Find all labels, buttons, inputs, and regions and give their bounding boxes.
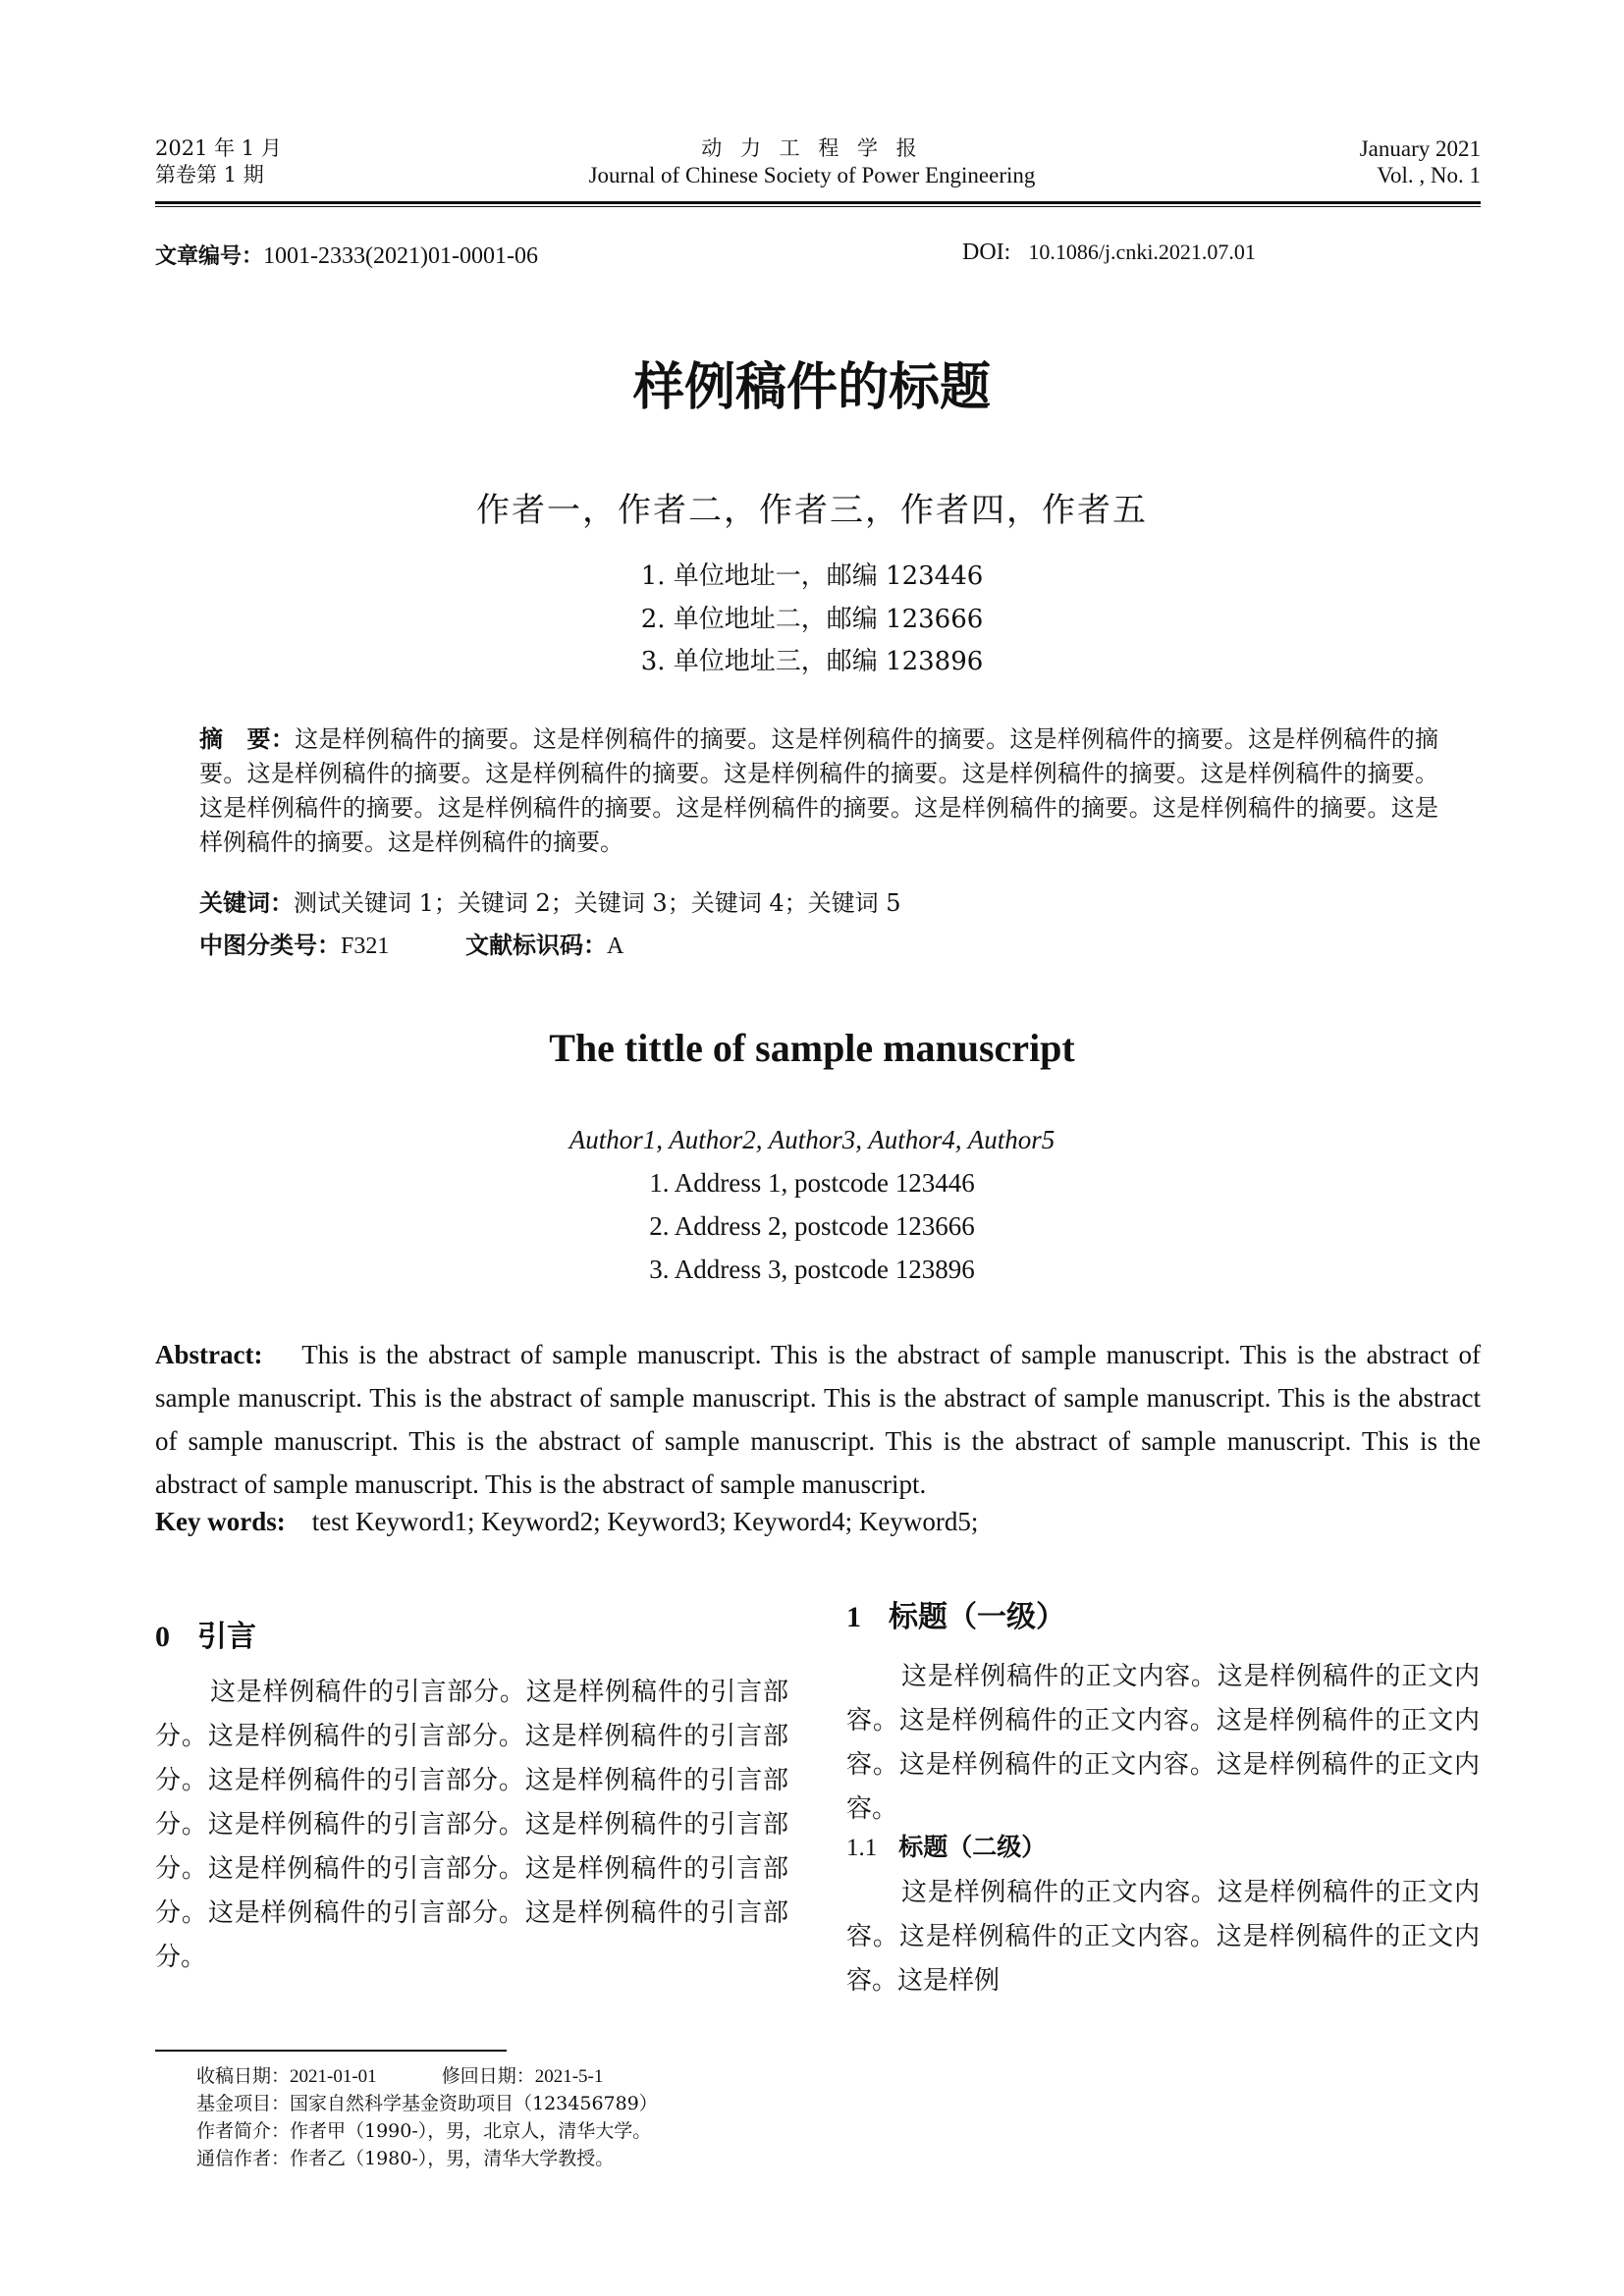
section-1-number: 1 [846, 1601, 861, 1633]
section-0-heading [155, 1612, 256, 1655]
abstract-en-label: Abstract: [155, 1340, 263, 1369]
section-0-title: 引言 [197, 1620, 256, 1654]
revised-label: 修回日期： [441, 2065, 535, 2087]
address-cn-3: 3. 单位地址三，邮编 123896 [640, 647, 984, 676]
abstract-cn-label: 摘 要： [199, 725, 296, 753]
classification [199, 926, 623, 960]
address-en-3: 3. Address 3, postcode 123896 [649, 1255, 975, 1284]
keywords-en-text: test Keyword1; Keyword2; Keyword3; Keyword4; Keyword5; [311, 1507, 979, 1536]
section-0-number: 0 [155, 1621, 170, 1653]
address-cn-1: 1. 单位地址一，邮编 123446 [640, 561, 984, 591]
header-rule-thin [155, 206, 1481, 207]
section-1-1-heading [846, 1828, 1046, 1863]
authors-en: Author1, Author2, Author3, Author4, Author5 [568, 1125, 1056, 1154]
abstract-en-text: This is the abstract of sample manuscript. This is the abstract of sample manuscript. This is the abstract of sample manuscript. This is the abstract of sample manuscript. This is the abstract of sample manuscript. This is the abstract of sample manuscript. This is the abstract of sample manuscript. This is the abstract of sample manuscript. This is the abstract of sample manuscript. This is the abstract of sample manuscript. [155, 1340, 1481, 1499]
authors-cn: 作者一，作者二，作者三，作者四，作者五 [476, 491, 1148, 530]
section-0-body: 这是样例稿件的引言部分。这是样例稿件的引言部分。这是样例稿件的引言部分。这是样例稿件的引言部分。这是样例稿件的引言部分。这是样例稿件的引言部分。这是样例稿件的引言部分。这是样例稿件的引言部分。这是样例稿件的引言部分。这是样例稿件的引言部分。这是样例稿件的引言部分。这是样例稿件的引言部分。 [155, 1678, 788, 1972]
section-1-title: 标题（一级） [889, 1600, 1065, 1634]
received-date: 2021-01-01 [290, 2066, 377, 2087]
footnote-fund: 基金项目：国家自然科学基金资助项目（123456789） [196, 2093, 658, 2114]
address-cn-2: 2. 单位地址二，邮编 123666 [640, 605, 984, 634]
received-label: 收稿日期： [196, 2065, 291, 2087]
footnote-dates [196, 2063, 603, 2090]
article-number-label: 文章编号： [155, 244, 264, 269]
classification-value: F321 [341, 934, 390, 959]
journal-name-en: Journal of Chinese Society of Power Engineering [588, 163, 1036, 187]
keywords-en-label: Key words: [155, 1507, 286, 1536]
page-title-cn: 样例稿件的标题 [632, 358, 991, 417]
doi [962, 240, 1256, 266]
header-volume-en: Vol. , No. 1 [1377, 163, 1481, 187]
journal-name-cn: 动 力 工 程 学 报 [701, 136, 923, 160]
header-month-en: January 2021 [1359, 136, 1481, 161]
doi-label: DOI: [962, 240, 1011, 265]
section-1-1-number: 1.1 [846, 1835, 878, 1861]
footnote-corresponding: 通信作者：作者乙（1980-），男，清华大学教授。 [196, 2148, 615, 2169]
header-rule [155, 201, 1481, 204]
header-issue [1360, 135, 1481, 188]
article-number [155, 240, 538, 270]
doc-code-label: 文献标识码： [465, 932, 607, 959]
section-1-1-title: 标题（二级） [898, 1833, 1047, 1861]
header-date-line: 2021 年 1 月 [155, 136, 282, 160]
keywords-cn [199, 883, 901, 918]
section-1-body: 这是样例稿件的正文内容。这是样例稿件的正文内容。这是样例稿件的正文内容。这是样例稿件的正文内容。这是样例稿件的正文内容。这是样例稿件的正文内容。 [846, 1662, 1480, 1824]
address-en-1: 1. Address 1, postcode 123446 [649, 1168, 975, 1198]
abstract-cn-text: 这是样例稿件的摘要。这是样例稿件的摘要。这是样例稿件的摘要。这是样例稿件的摘要。这是样例稿件的摘要。这是样例稿件的摘要。这是样例稿件的摘要。这是样例稿件的摘要。这是样例稿件的摘要。这是样例稿件的摘要。这是样例稿件的摘要。这是样例稿件的摘要。这是样例稿件的摘要。这是样例稿件的摘要。这是样例稿件的摘要。这是样例稿件的摘要。这是样例稿件的摘要。 [199, 725, 1439, 856]
page-title-en: The tittle of sample manuscript [549, 1026, 1075, 1070]
abstract-cn [199, 722, 1438, 860]
section-1-heading [846, 1592, 1065, 1635]
doi-value: 10.1086/j.cnki.2021.07.01 [1028, 240, 1256, 264]
footnote-rule [155, 2050, 507, 2052]
footnote-bio: 作者简介：作者甲（1990-），男，北京人，清华大学。 [196, 2120, 652, 2142]
revised-date: 2021-5-1 [534, 2066, 604, 2087]
keywords-en [155, 1507, 978, 1537]
header-volume-cn: 第卷第 1 期 [155, 163, 264, 187]
keywords-cn-label: 关键词： [199, 889, 294, 917]
keywords-cn-text: 测试关键词 1；关键词 2；关键词 3；关键词 4；关键词 5 [294, 889, 901, 917]
article-number-value: 1001-2333(2021)01-0001-06 [263, 243, 538, 269]
doc-code-value: A [607, 934, 624, 959]
classification-label: 中图分类号： [199, 932, 341, 959]
address-en-2: 2. Address 2, postcode 123666 [649, 1211, 975, 1241]
section-1-1-body: 这是样例稿件的正文内容。这是样例稿件的正文内容。这是样例稿件的正文内容。这是样例稿件的正文内容。这是样例 [846, 1878, 1480, 1996]
abstract-en [155, 1333, 1481, 1506]
